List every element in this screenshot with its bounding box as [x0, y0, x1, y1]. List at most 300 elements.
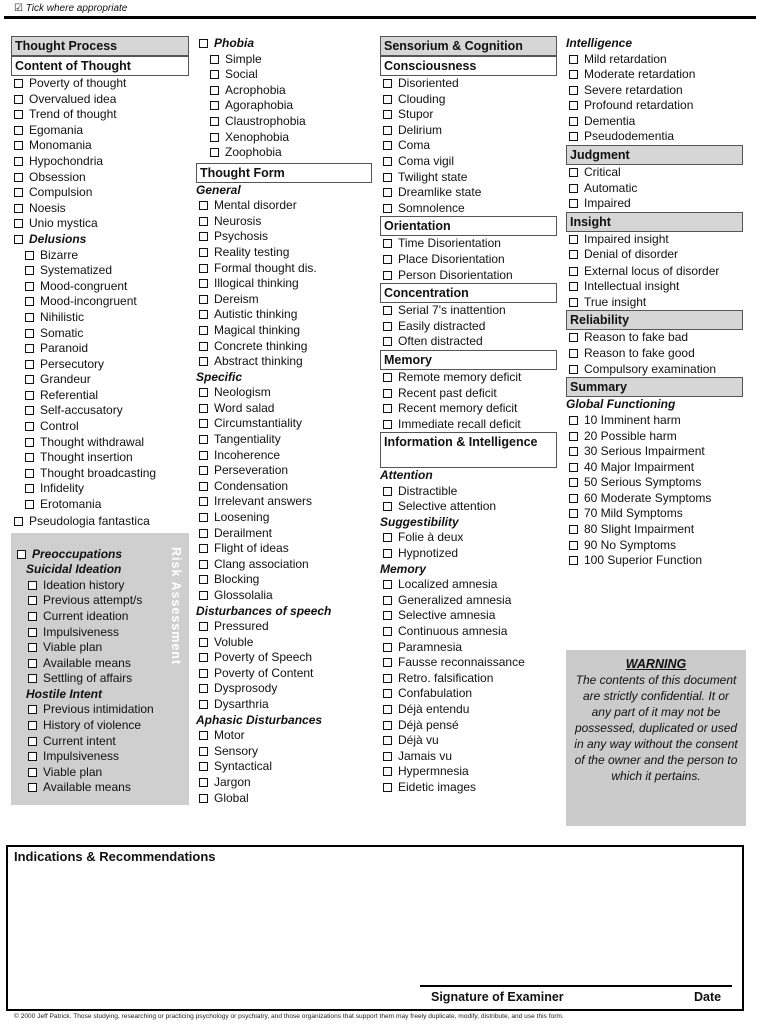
checkbox-item-disoriented[interactable] — [380, 76, 557, 92]
checkbox-item-motor[interactable] — [196, 728, 372, 744]
checkbox-item-referential[interactable] — [11, 388, 189, 404]
checkbox-item-jamais-vu[interactable] — [380, 749, 557, 765]
checkbox-item-clouding[interactable] — [380, 92, 557, 108]
checkbox-icon[interactable] — [569, 432, 578, 441]
checkbox-item-easily-distracted[interactable] — [380, 319, 557, 335]
checkbox-item-impaired-insight[interactable] — [566, 232, 743, 248]
checkbox-icon[interactable] — [569, 556, 578, 565]
checkbox-item-automatic[interactable] — [566, 181, 743, 197]
checkbox-item-coma-vigil[interactable] — [380, 154, 557, 170]
checkbox-icon[interactable] — [199, 731, 208, 740]
checkbox-icon[interactable] — [383, 110, 392, 119]
checkbox-icon[interactable] — [199, 762, 208, 771]
checkbox-icon[interactable] — [383, 239, 392, 248]
checkbox-icon[interactable] — [199, 342, 208, 351]
checkbox-icon[interactable] — [383, 627, 392, 636]
checkbox-item-60-moderate-symptoms[interactable] — [566, 491, 743, 507]
checkbox-icon[interactable] — [25, 453, 34, 462]
checkbox-item-dereism[interactable] — [196, 292, 372, 308]
checkbox-icon[interactable] — [210, 86, 219, 95]
checkbox-icon[interactable] — [25, 360, 34, 369]
checkbox-icon[interactable] — [569, 117, 578, 126]
checkbox-icon[interactable] — [199, 39, 208, 48]
checkbox-icon[interactable] — [383, 502, 392, 511]
checkbox-item-delirium[interactable] — [380, 123, 557, 139]
checkbox-icon[interactable] — [569, 86, 578, 95]
checkbox-icon[interactable] — [383, 404, 392, 413]
checkbox-item-settling-of-affairs[interactable] — [14, 671, 167, 687]
checkbox-item-denial-of-disorder[interactable] — [566, 247, 743, 263]
checkbox-item-concrete-thinking[interactable] — [196, 339, 372, 355]
checkbox-icon[interactable] — [25, 391, 34, 400]
checkbox-icon[interactable] — [199, 451, 208, 460]
checkbox-item-70-mild-symptoms[interactable] — [566, 506, 743, 522]
checkbox-item-d-j-vu[interactable] — [380, 733, 557, 749]
checkbox-icon[interactable] — [17, 550, 26, 559]
checkbox-item-word-salad[interactable] — [196, 401, 372, 417]
checkbox-item-reality-testing[interactable] — [196, 245, 372, 261]
checkbox-item-mood-congruent[interactable] — [11, 279, 189, 295]
checkbox-icon[interactable] — [14, 219, 23, 228]
checkbox-icon[interactable] — [569, 267, 578, 276]
checkbox-icon[interactable] — [383, 373, 392, 382]
checkbox-item-retro-falsification[interactable] — [380, 671, 557, 687]
checkbox-item-monomania[interactable] — [11, 138, 189, 154]
checkbox-item-current-ideation[interactable] — [14, 609, 167, 625]
checkbox-item-viable-plan[interactable] — [14, 765, 167, 781]
insight-external-locus-checkbox[interactable] — [566, 263, 743, 279]
checkbox-item-thought-withdrawal[interactable] — [11, 435, 189, 451]
checkbox-item-somnolence[interactable] — [380, 201, 557, 217]
checkbox-item-impaired[interactable] — [566, 196, 743, 212]
checkbox-item-hypnotized[interactable] — [380, 546, 557, 562]
checkbox-icon[interactable] — [210, 70, 219, 79]
checkbox-icon[interactable] — [383, 549, 392, 558]
checkbox-icon[interactable] — [199, 357, 208, 366]
checkbox-item-pseudodementia[interactable] — [566, 129, 743, 145]
checkbox-icon[interactable] — [199, 466, 208, 475]
checkbox-item-50-serious-symptoms[interactable] — [566, 475, 743, 491]
checkbox-icon[interactable] — [383, 337, 392, 346]
checkbox-item-irrelevant-answers[interactable] — [196, 494, 372, 510]
checkbox-icon[interactable] — [28, 643, 37, 652]
checkbox-icon[interactable] — [210, 101, 219, 110]
checkbox-icon[interactable] — [569, 250, 578, 259]
reliability-compulsory-checkbox[interactable] — [566, 361, 743, 377]
checkbox-item-acrophobia[interactable] — [196, 83, 372, 99]
checkbox-item-noesis[interactable] — [11, 201, 189, 217]
checkbox-item-90-no-symptoms[interactable] — [566, 538, 743, 554]
checkbox-icon[interactable] — [25, 313, 34, 322]
checkbox-icon[interactable] — [199, 544, 208, 553]
checkbox-item-zoophobia[interactable] — [196, 145, 372, 161]
checkbox-icon[interactable] — [569, 199, 578, 208]
checkbox-item-self-accusatory[interactable] — [11, 403, 189, 419]
checkbox-icon[interactable] — [383, 674, 392, 683]
checkbox-item-place-disorientation[interactable] — [380, 252, 557, 268]
checkbox-item-egomania[interactable] — [11, 123, 189, 139]
checkbox-icon[interactable] — [199, 264, 208, 273]
checkbox-item-reason-to-fake-good[interactable] — [566, 346, 743, 362]
checkbox-item-mood-incongruent[interactable] — [11, 294, 189, 310]
checkbox-item-selective-attention[interactable] — [380, 499, 557, 515]
checkbox-icon[interactable] — [569, 365, 578, 374]
checkbox-icon[interactable] — [28, 612, 37, 621]
checkbox-item-circumstantiality[interactable] — [196, 416, 372, 432]
checkbox-icon[interactable] — [14, 110, 23, 119]
checkbox-icon[interactable] — [383, 705, 392, 714]
checkbox-item-dysarthria[interactable] — [196, 697, 372, 713]
checkbox-item-abstract-thinking[interactable] — [196, 354, 372, 370]
phobia-checkbox[interactable] — [196, 36, 372, 52]
checkbox-item-paramnesia[interactable] — [380, 640, 557, 656]
checkbox-icon[interactable] — [199, 232, 208, 241]
checkbox-item-distractible[interactable] — [380, 484, 557, 500]
checkbox-item-jargon[interactable] — [196, 775, 372, 791]
checkbox-icon[interactable] — [25, 438, 34, 447]
checkbox-icon[interactable] — [210, 148, 219, 157]
checkbox-item-condensation[interactable] — [196, 479, 372, 495]
checkbox-icon[interactable] — [383, 752, 392, 761]
delusions-checkbox[interactable] — [11, 232, 189, 248]
checkbox-icon[interactable] — [199, 684, 208, 693]
checkbox-item-pseudologia-fantastica[interactable] — [11, 513, 189, 529]
checkbox-item-autistic-thinking[interactable] — [196, 307, 372, 323]
checkbox-item-systematized[interactable] — [11, 263, 189, 279]
checkbox-icon[interactable] — [383, 689, 392, 698]
checkbox-icon[interactable] — [199, 201, 208, 210]
checkbox-item-hypermnesia[interactable] — [380, 764, 557, 780]
checkbox-item-xenophobia[interactable] — [196, 130, 372, 146]
checkbox-icon[interactable] — [210, 55, 219, 64]
checkbox-icon[interactable] — [28, 783, 37, 792]
checkbox-item-100-superior-function[interactable] — [566, 553, 743, 569]
checkbox-item-mild-retardation[interactable] — [566, 52, 743, 68]
checkbox-icon[interactable] — [14, 141, 23, 150]
checkbox-item-illogical-thinking[interactable] — [196, 276, 372, 292]
checkbox-item-infidelity[interactable] — [11, 481, 189, 497]
checkbox-icon[interactable] — [383, 79, 392, 88]
checkbox-item-fausse-reconnaissance[interactable] — [380, 655, 557, 671]
checkbox-icon[interactable] — [383, 204, 392, 213]
checkbox-icon[interactable] — [569, 282, 578, 291]
checkbox-item-available-means[interactable] — [14, 656, 167, 672]
checkbox-icon[interactable] — [199, 575, 208, 584]
checkbox-icon[interactable] — [383, 611, 392, 620]
checkbox-icon[interactable] — [25, 422, 34, 431]
checkbox-icon[interactable] — [569, 541, 578, 550]
checkbox-item-impulsiveness[interactable] — [14, 625, 167, 641]
checkbox-item-previous-intimidation[interactable] — [14, 702, 167, 718]
checkbox-item-trend-of-thought[interactable] — [11, 107, 189, 123]
checkbox-icon[interactable] — [14, 95, 23, 104]
checkbox-icon[interactable] — [28, 737, 37, 746]
checkbox-item-poverty-of-thought[interactable] — [11, 76, 189, 92]
checkbox-icon[interactable] — [199, 794, 208, 803]
checkbox-icon[interactable] — [569, 525, 578, 534]
checkbox-icon[interactable] — [383, 389, 392, 398]
checkbox-item-control[interactable] — [11, 419, 189, 435]
checkbox-item-serial-7-s-inattention[interactable] — [380, 303, 557, 319]
checkbox-icon[interactable] — [569, 349, 578, 358]
checkbox-item-often-distracted[interactable] — [380, 334, 557, 350]
checkbox-icon[interactable] — [25, 484, 34, 493]
checkbox-icon[interactable] — [199, 310, 208, 319]
checkbox-icon[interactable] — [383, 596, 392, 605]
checkbox-item-viable-plan[interactable] — [14, 640, 167, 656]
checkbox-icon[interactable] — [569, 101, 578, 110]
checkbox-item-40-major-impairment[interactable] — [566, 460, 743, 476]
checkbox-item-social[interactable] — [196, 67, 372, 83]
checkbox-item-d-j-entendu[interactable] — [380, 702, 557, 718]
checkbox-item-selective-amnesia[interactable] — [380, 608, 557, 624]
checkbox-item-continuous-amnesia[interactable] — [380, 624, 557, 640]
checkbox-item-somatic[interactable] — [11, 326, 189, 342]
checkbox-icon[interactable] — [569, 184, 578, 193]
checkbox-icon[interactable] — [383, 643, 392, 652]
checkbox-icon[interactable] — [383, 255, 392, 264]
checkbox-icon[interactable] — [383, 306, 392, 315]
checkbox-icon[interactable] — [383, 420, 392, 429]
checkbox-item-grandeur[interactable] — [11, 372, 189, 388]
checkbox-item-eidetic-images[interactable] — [380, 780, 557, 796]
checkbox-icon[interactable] — [383, 322, 392, 331]
checkbox-icon[interactable] — [25, 469, 34, 478]
checkbox-item-severe-retardation[interactable] — [566, 83, 743, 99]
checkbox-item-reason-to-fake-bad[interactable] — [566, 330, 743, 346]
checkbox-item-dysprosody[interactable] — [196, 681, 372, 697]
checkbox-icon[interactable] — [383, 126, 392, 135]
checkbox-icon[interactable] — [28, 581, 37, 590]
checkbox-item-ideation-history[interactable] — [14, 578, 167, 594]
checkbox-icon[interactable] — [199, 700, 208, 709]
checkbox-icon[interactable] — [569, 298, 578, 307]
checkbox-item-twilight-state[interactable] — [380, 170, 557, 186]
checkbox-icon[interactable] — [25, 297, 34, 306]
checkbox-icon[interactable] — [199, 778, 208, 787]
checkbox-item-recent-past-deficit[interactable] — [380, 386, 557, 402]
checkbox-icon[interactable] — [28, 768, 37, 777]
checkbox-icon[interactable] — [383, 157, 392, 166]
checkbox-icon[interactable] — [569, 416, 578, 425]
checkbox-icon[interactable] — [28, 674, 37, 683]
checkbox-item-obsession[interactable] — [11, 170, 189, 186]
checkbox-icon[interactable] — [28, 628, 37, 637]
checkbox-icon[interactable] — [28, 705, 37, 714]
checkbox-icon[interactable] — [569, 509, 578, 518]
checkbox-item-poverty-of-content[interactable] — [196, 666, 372, 682]
checkbox-item-sensory[interactable] — [196, 744, 372, 760]
checkbox-icon[interactable] — [199, 435, 208, 444]
checkbox-item-paranoid[interactable] — [11, 341, 189, 357]
checkbox-icon[interactable] — [14, 235, 23, 244]
checkbox-icon[interactable] — [14, 79, 23, 88]
checkbox-item-generalized-amnesia[interactable] — [380, 593, 557, 609]
checkbox-icon[interactable] — [199, 497, 208, 506]
checkbox-icon[interactable] — [383, 95, 392, 104]
checkbox-icon[interactable] — [569, 463, 578, 472]
checkbox-icon[interactable] — [14, 517, 23, 526]
checkbox-item-mental-disorder[interactable] — [196, 198, 372, 214]
checkbox-item-thought-insertion[interactable] — [11, 450, 189, 466]
checkbox-icon[interactable] — [569, 70, 578, 79]
checkbox-item-10-imminent-harm[interactable] — [566, 413, 743, 429]
checkbox-icon[interactable] — [199, 653, 208, 662]
checkbox-icon[interactable] — [383, 767, 392, 776]
indications-box[interactable] — [6, 845, 744, 1011]
preoccupations-checkbox[interactable] — [14, 547, 167, 563]
checkbox-item-true-insight[interactable] — [566, 295, 743, 311]
checkbox-icon[interactable] — [569, 55, 578, 64]
checkbox-icon[interactable] — [25, 344, 34, 353]
checkbox-icon[interactable] — [199, 638, 208, 647]
checkbox-item-persecutory[interactable] — [11, 357, 189, 373]
checkbox-icon[interactable] — [199, 560, 208, 569]
checkbox-item-hypochondria[interactable] — [11, 154, 189, 170]
checkbox-icon[interactable] — [14, 173, 23, 182]
checkbox-icon[interactable] — [199, 622, 208, 631]
checkbox-icon[interactable] — [569, 333, 578, 342]
checkbox-item-thought-broadcasting[interactable] — [11, 466, 189, 482]
checkbox-icon[interactable] — [383, 173, 392, 182]
checkbox-item-clang-association[interactable] — [196, 557, 372, 573]
checkbox-item-pressured[interactable] — [196, 619, 372, 635]
checkbox-item-erotomania[interactable] — [11, 497, 189, 513]
checkbox-item-80-slight-impairment[interactable] — [566, 522, 743, 538]
checkbox-item-overvalued-idea[interactable] — [11, 92, 189, 108]
checkbox-icon[interactable] — [383, 533, 392, 542]
checkbox-icon[interactable] — [383, 487, 392, 496]
checkbox-item-confabulation[interactable] — [380, 686, 557, 702]
checkbox-icon[interactable] — [199, 279, 208, 288]
checkbox-icon[interactable] — [28, 596, 37, 605]
checkbox-icon[interactable] — [383, 580, 392, 589]
checkbox-icon[interactable] — [569, 235, 578, 244]
checkbox-item-person-disorientation[interactable] — [380, 268, 557, 284]
checkbox-icon[interactable] — [569, 494, 578, 503]
checkbox-icon[interactable] — [199, 248, 208, 257]
signature-line[interactable] — [420, 985, 732, 987]
checkbox-icon[interactable] — [25, 406, 34, 415]
checkbox-item-compulsion[interactable] — [11, 185, 189, 201]
checkbox-icon[interactable] — [25, 251, 34, 260]
checkbox-icon[interactable] — [199, 404, 208, 413]
checkbox-icon[interactable] — [383, 736, 392, 745]
checkbox-icon[interactable] — [199, 388, 208, 397]
checkbox-item-critical[interactable] — [566, 165, 743, 181]
checkbox-icon[interactable] — [569, 168, 578, 177]
checkbox-item-available-means[interactable] — [14, 780, 167, 796]
checkbox-item-magical-thinking[interactable] — [196, 323, 372, 339]
checkbox-item-claustrophobia[interactable] — [196, 114, 372, 130]
checkbox-item-d-j-pens[interactable] — [380, 718, 557, 734]
checkbox-icon[interactable] — [383, 721, 392, 730]
checkbox-icon[interactable] — [25, 500, 34, 509]
checkbox-item-global[interactable] — [196, 791, 372, 807]
checkbox-item-current-intent[interactable] — [14, 734, 167, 750]
checkbox-icon[interactable] — [383, 188, 392, 197]
checkbox-item-voluble[interactable] — [196, 635, 372, 651]
checkbox-icon[interactable] — [199, 669, 208, 678]
checkbox-icon[interactable] — [383, 658, 392, 667]
checkbox-item-blocking[interactable] — [196, 572, 372, 588]
checkbox-item-localized-amnesia[interactable] — [380, 577, 557, 593]
checkbox-item-time-disorientation[interactable] — [380, 236, 557, 252]
checkbox-item-tangentiality[interactable] — [196, 432, 372, 448]
checkbox-item-folie-deux[interactable] — [380, 530, 557, 546]
checkbox-icon[interactable] — [199, 747, 208, 756]
checkbox-item-profound-retardation[interactable] — [566, 98, 743, 114]
checkbox-icon[interactable] — [199, 217, 208, 226]
checkbox-item-nihilistic[interactable] — [11, 310, 189, 326]
checkbox-icon[interactable] — [199, 482, 208, 491]
checkbox-item-coma[interactable] — [380, 138, 557, 154]
checkbox-item-flight-of-ideas[interactable] — [196, 541, 372, 557]
checkbox-item-perseveration[interactable] — [196, 463, 372, 479]
checkbox-item-dreamlike-state[interactable] — [380, 185, 557, 201]
checkbox-item-unio-mystica[interactable] — [11, 216, 189, 232]
checkbox-item-formal-thought-dis[interactable] — [196, 261, 372, 277]
checkbox-item-derailment[interactable] — [196, 526, 372, 542]
checkbox-item-history-of-violence[interactable] — [14, 718, 167, 734]
checkbox-icon[interactable] — [14, 204, 23, 213]
checkbox-item-neologism[interactable] — [196, 385, 372, 401]
checkbox-item-30-serious-impairment[interactable] — [566, 444, 743, 460]
checkbox-icon[interactable] — [383, 141, 392, 150]
checkbox-icon[interactable] — [210, 133, 219, 142]
checkbox-icon[interactable] — [569, 478, 578, 487]
checkbox-icon[interactable] — [28, 659, 37, 668]
checkbox-item-incoherence[interactable] — [196, 448, 372, 464]
checkbox-item-dementia[interactable] — [566, 114, 743, 130]
checkbox-icon[interactable] — [25, 266, 34, 275]
checkbox-icon[interactable] — [14, 126, 23, 135]
checkbox-icon[interactable] — [28, 752, 37, 761]
checkbox-icon[interactable] — [199, 295, 208, 304]
checkbox-item-stupor[interactable] — [380, 107, 557, 123]
checkbox-item-agoraphobia[interactable] — [196, 98, 372, 114]
checkbox-item-syntactical[interactable] — [196, 759, 372, 775]
checkbox-icon[interactable] — [210, 117, 219, 126]
checkbox-item-simple[interactable] — [196, 52, 372, 68]
checkbox-item-poverty-of-speech[interactable] — [196, 650, 372, 666]
checkbox-icon[interactable] — [383, 783, 392, 792]
checkbox-item-intellectual-insight[interactable] — [566, 279, 743, 295]
checkbox-icon[interactable] — [25, 282, 34, 291]
checkbox-item-psychosis[interactable] — [196, 229, 372, 245]
checkbox-item-20-possible-harm[interactable] — [566, 429, 743, 445]
checkbox-item-impulsiveness[interactable] — [14, 749, 167, 765]
checkbox-item-glossolalia[interactable] — [196, 588, 372, 604]
checkbox-icon[interactable] — [199, 529, 208, 538]
checkbox-icon[interactable] — [14, 188, 23, 197]
checkbox-item-moderate-retardation[interactable] — [566, 67, 743, 83]
checkbox-item-neurosis[interactable] — [196, 214, 372, 230]
checkbox-icon[interactable] — [25, 329, 34, 338]
checkbox-icon[interactable] — [25, 375, 34, 384]
checkbox-icon[interactable] — [199, 326, 208, 335]
checkbox-item-remote-memory-deficit[interactable] — [380, 370, 557, 386]
checkbox-icon[interactable] — [569, 447, 578, 456]
checkbox-icon[interactable] — [199, 419, 208, 428]
checkbox-item-previous-attempt-s[interactable] — [14, 593, 167, 609]
checkbox-icon[interactable] — [569, 132, 578, 141]
checkbox-icon[interactable] — [199, 513, 208, 522]
checkbox-item-loosening[interactable] — [196, 510, 372, 526]
checkbox-item-recent-memory-deficit[interactable] — [380, 401, 557, 417]
checkbox-item-bizarre[interactable] — [11, 248, 189, 264]
checkbox-icon[interactable] — [383, 271, 392, 280]
